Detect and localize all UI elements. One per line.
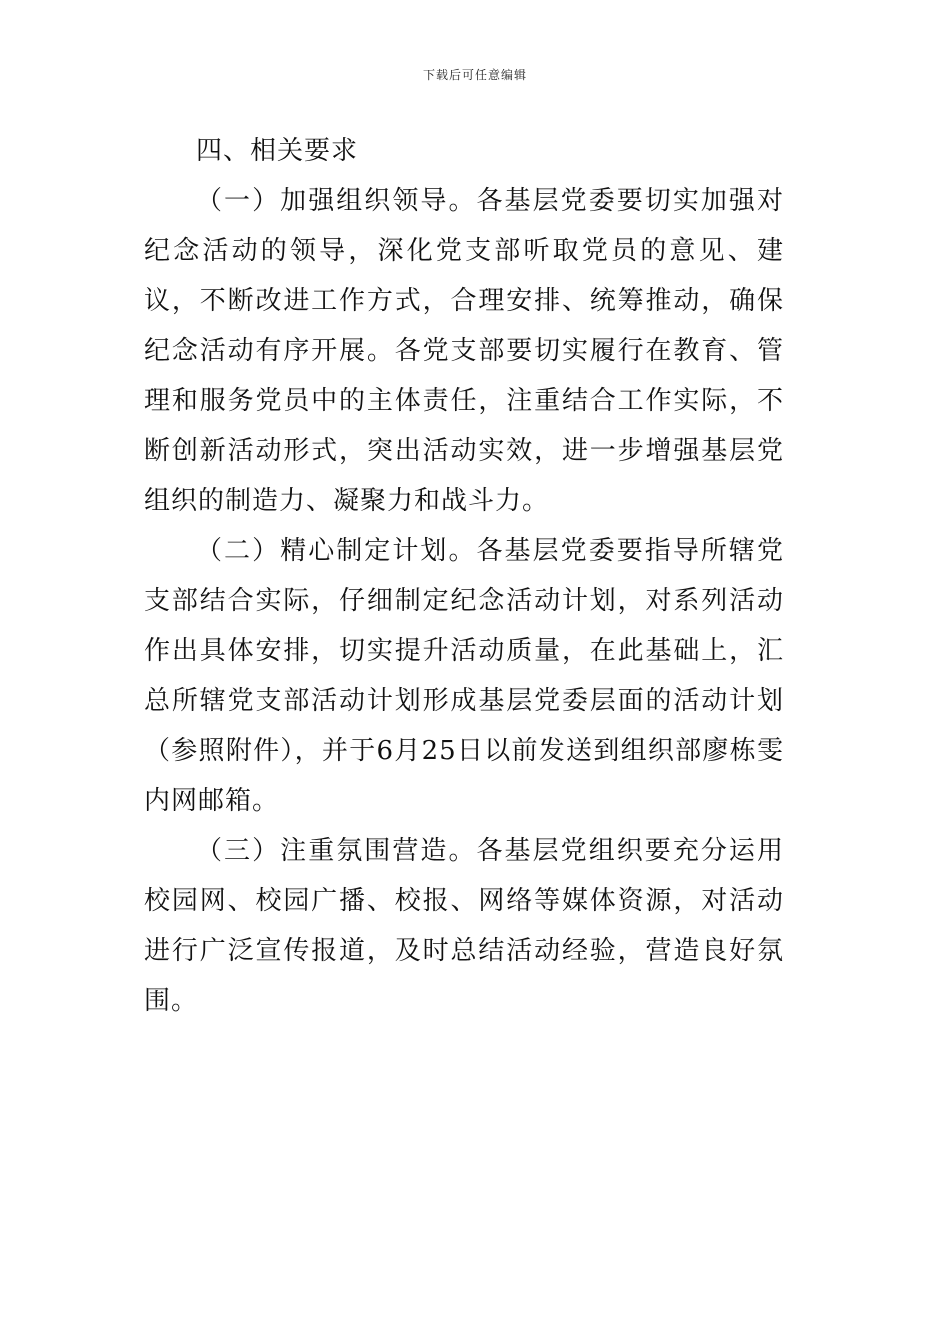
section-heading: 四、相关要求 — [196, 136, 359, 166]
paragraph-organization-leadership: （一）加强组织领导。各基层党委要切实加强对纪念活动的领导，深化党支部听取党员的意见、建议，不断改进工作方式，合理安排、统筹推动，确保纪念活动有序开展。各党支部要切实履行在教育、管理和服务党员中的主体责任，注重结合工作实际，不断创新活动形式，突出活动实效，进一步增强基层党组织的制造力、凝聚力和战斗力。 — [144, 186, 784, 516]
document-body — [144, 126, 784, 1026]
paragraph-atmosphere-building: （三）注重氛围营造。各基层党组织要充分运用校园网、校园广播、校报、网络等媒体资源，对活动进行广泛宣传报道，及时总结活动经验，营造良好氛围。 — [144, 836, 784, 1016]
header-note: 下载后可任意编辑 — [422, 68, 527, 82]
paragraph-plan-formulation: （二）精心制定计划。各基层党委要指导所辖党支部结合实际，仔细制定纪念活动计划，对系列活动作出具体安排，切实提升活动质量，在此基础上，汇总所辖党支部活动计划形成基层党委层面的活动计划（参照附件），并于6月25日以前发送到组织部廖栋雯内网邮箱。 — [144, 536, 784, 816]
